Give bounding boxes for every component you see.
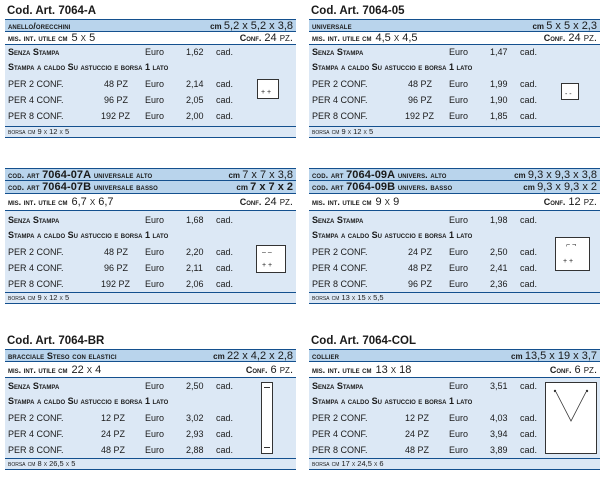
internal-size-label: mis. int. utile cm [8, 197, 68, 207]
pack-size: Conf. 6 pz. [245, 363, 293, 376]
internal-size-row [309, 362, 600, 378]
product-name-bar-b: cod. art 7064-07B universale basso cm 7 x 7 x 2 [5, 181, 296, 194]
internal-size-value: 22 x 4 [71, 363, 102, 376]
product-card-7064-br [5, 334, 296, 470]
product-name-bar [5, 349, 296, 362]
internal-size-label: mis. int. utile cm [8, 33, 68, 43]
product-name-a: universale alto [93, 169, 153, 180]
product-name-bar-a: cod. art 7064-09A univers. alto cm 9,3 x 9,3 x 3,8 [309, 168, 600, 181]
price-panel: Senza Stampa Euro 1,98 cad. Stampa a caldo Su astuccio e borsa 1 lato PER 2 CONF. 24 PZ Euro 2,50 cad. PER 4 CONF. 48 PZ Euro 2,41 cad. PER 8 CONF. 96 PZ Euro 2,36 cad. ⌐ ¬ + + [309, 211, 600, 292]
box-diagram-icon: - - [561, 83, 579, 100]
product-code-a: 7064-07A [42, 168, 92, 181]
product-dimensions: cm 5 x 5 x 2,3 [532, 19, 597, 32]
product-card-7064-a [5, 4, 296, 138]
product-dimensions-b: cm 7 x 7 x 2 [236, 181, 293, 193]
product-name: collier [312, 350, 340, 361]
price-panel: Senza Stampa Euro 1,68 cad. Stampa a caldo Su astuccio e borsa 1 lato PER 2 CONF. 48 PZ Euro 2,20 cad. PER 4 CONF. 96 PZ Euro 2,11 cad. PER 8 CONF. 192 PZ Euro 2,06 cad. – – + + [5, 211, 296, 292]
product-code: Cod. Art. 7064-BR [7, 335, 105, 347]
product-card-7064-05 [309, 4, 600, 138]
product-name: universale [312, 20, 352, 31]
box-diagram-icon [261, 382, 273, 454]
box-diagram-icon: ⌐ ¬ + + [555, 237, 590, 271]
product-name-bar-a: cod. art 7064-07A universale alto cm 7 x 7 x 3,8 [5, 168, 296, 181]
price-panel: Senza Stampa Euro 1,47 cad. Stampa a caldo Su astuccio e borsa 1 lato PER 2 CONF. 48 PZ Euro 1,99 cad. PER 4 CONF. 96 PZ Euro 1,90 cad. PER 8 CONF. 192 PZ Euro 1,85 cad. - - [309, 45, 600, 126]
product-name: anello/orecchini [8, 20, 71, 31]
bag-size: borsa cm 9 x 12 x 5 [5, 292, 296, 304]
internal-size-value: 13 x 18 [375, 363, 412, 376]
no-print-label: Senza Stampa [8, 47, 60, 57]
internal-size-row [5, 194, 296, 211]
internal-size-row [309, 32, 600, 45]
product-name-b: universale basso [93, 182, 158, 192]
product-dimensions-a: cm 7 x 7 x 3,8 [228, 168, 293, 181]
internal-size-row [309, 194, 600, 211]
bag-size: borsa cm 9 x 12 x 5 [5, 126, 296, 138]
product-dimensions: cm 5,2 x 5,2 x 3,8 [210, 19, 293, 32]
internal-size-label: mis. int. utile cm [312, 197, 372, 207]
hot-print-label: Stampa a caldo Su astuccio e borsa 1 lato [8, 62, 169, 72]
product-card-7064-09 [309, 168, 600, 304]
product-name-bar-b: cod. art 7064-09B univers. basso cm 9,3 x 9,3 x 2 [309, 181, 600, 194]
internal-size-row [5, 32, 296, 45]
product-dimensions-a: cm 9,3 x 9,3 x 3,8 [514, 168, 597, 181]
product-card-7064-07 [5, 168, 296, 304]
product-code: Cod. Art. 7064-05 [311, 5, 405, 17]
pack-size: Conf. 12 pz. [543, 196, 597, 208]
product-code-b: 7064-07B [42, 181, 92, 193]
pack-size: Conf. 24 pz. [239, 32, 293, 44]
product-code: Cod. Art. 7064-COL [311, 335, 417, 347]
product-code-b: 7064-09B [346, 181, 396, 193]
internal-size-label: mis. int. utile cm [8, 364, 68, 375]
internal-size-value: 9 x 9 [375, 196, 400, 208]
product-name-a: univers. alto [397, 169, 447, 180]
box-diagram-icon: + + [257, 79, 279, 99]
price-panel: Senza Stampa Euro 3,51 cad. Stampa a caldo Su astuccio e borsa 1 lato PER 2 CONF. 12 PZ Euro 4,03 cad. PER 4 CONF. 24 PZ Euro 3,94 cad. PER 8 CONF. 48 PZ Euro 3,89 cad. [309, 378, 600, 458]
product-name-bar [309, 19, 600, 32]
pack-size: Conf. 24 pz. [543, 32, 597, 44]
internal-size-row [5, 362, 296, 378]
box-diagram-icon [545, 382, 597, 454]
box-diagram-icon: – – + + [256, 245, 286, 273]
product-name-bar [309, 349, 600, 362]
pack-size: Conf. 24 pz. [239, 196, 293, 208]
internal-size-value: 4,5 x 4,5 [375, 32, 418, 44]
internal-size-value: 5 x 5 [71, 32, 96, 44]
pack-size: Conf. 6 pz. [549, 363, 597, 376]
product-dimensions: cm 22 x 4,2 x 2,8 [213, 349, 293, 362]
product-code-a: 7064-09A [346, 168, 396, 181]
bag-size: borsa cm 9 x 12 x 5 [309, 126, 600, 138]
bag-size: borsa cm 13 x 15 x 5,5 [309, 292, 600, 304]
product-dimensions-b: cm 9,3 x 9,3 x 2 [523, 181, 597, 193]
product-name-bar [5, 19, 296, 32]
bag-size: borsa cm 8 x 26,5 x 5 [5, 458, 296, 470]
product-name-b: univers. basso [397, 182, 453, 192]
internal-size-value: 6,7 x 6,7 [71, 196, 114, 208]
internal-size-label: mis. int. utile cm [312, 364, 372, 375]
product-code: Cod. Art. 7064-A [7, 5, 97, 17]
price-panel: Senza Stampa Euro 2,50 cad. Stampa a caldo Su astuccio e borsa 1 lato PER 2 CONF. 12 PZ Euro 3,02 cad. PER 4 CONF. 24 PZ Euro 2,93 cad. PER 8 CONF. 48 PZ Euro 2,88 cad. [5, 378, 296, 458]
price-panel: Senza Stampa Euro 1,62 cad. Stampa a caldo Su astuccio e borsa 1 lato PER 2 CONF. 48 PZ Euro 2,14 cad. PER 4 CONF. 96 PZ Euro 2,05 cad. PER 8 CONF. 192 PZ Euro 2,00 cad. + + [5, 45, 296, 126]
product-name: bracciale Steso con elastici [8, 350, 117, 361]
product-card-7064-col [309, 334, 600, 470]
bag-size: borsa cm 17 x 24,5 x 6 [309, 458, 600, 470]
internal-size-label: mis. int. utile cm [312, 33, 372, 43]
product-dimensions: cm 13,5 x 19 x 3,7 [511, 349, 597, 362]
